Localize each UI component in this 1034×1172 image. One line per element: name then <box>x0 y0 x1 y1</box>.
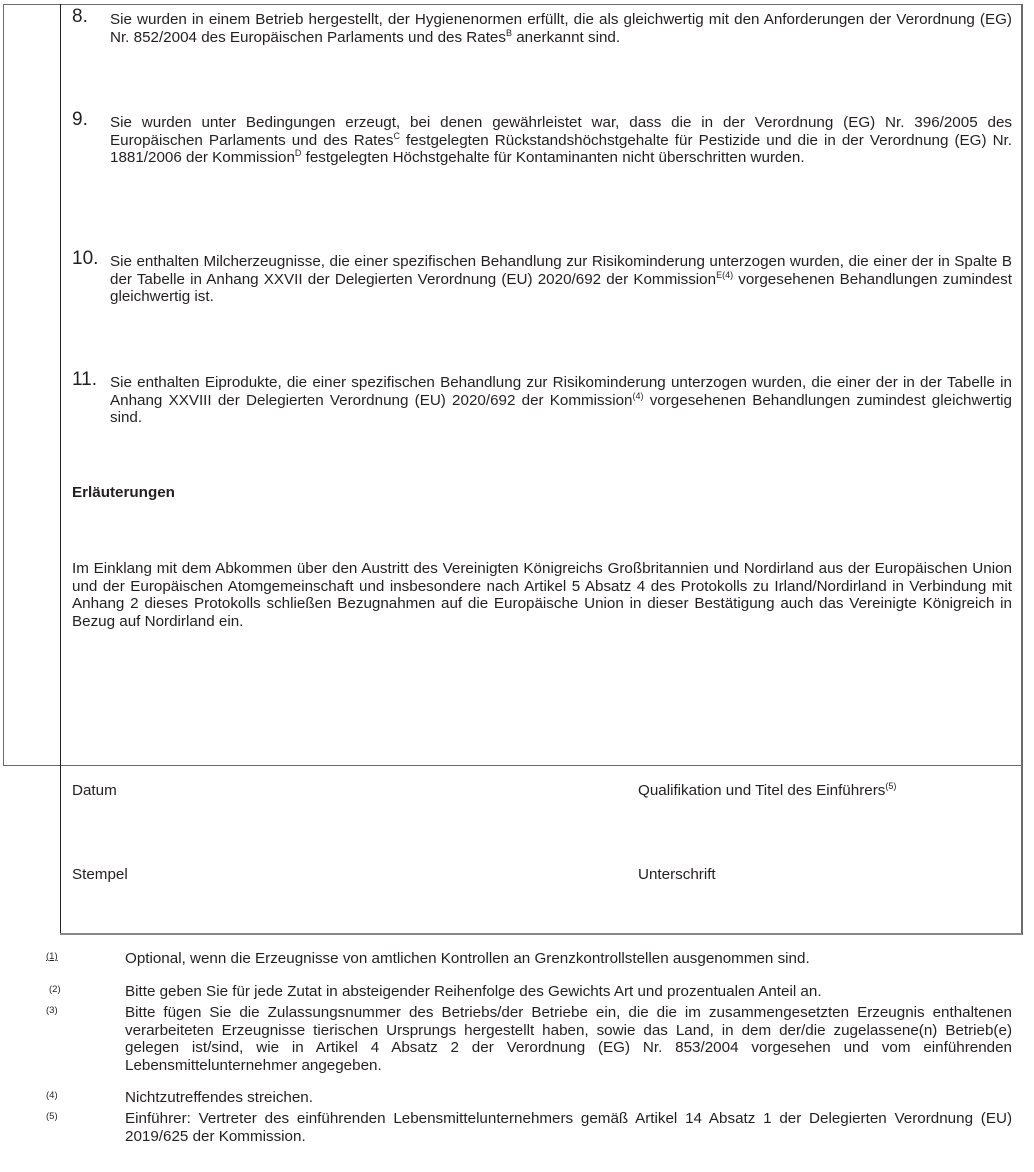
footnote-mark[interactable]: (1) <box>46 951 58 962</box>
item-text: Sie wurden in einem Betrieb hergestellt, der Hygienenormen erfüllt, die als gleichwertig mit den Anforderungen der Verordnung (EG) Nr. 852/2004 des Europäischen Parlaments und des Rates$^B$ anerkannt sind. <box>110 11 1012 46</box>
declaration-item-10 <box>72 248 1012 306</box>
footnote-mark: (3) <box>46 1005 58 1016</box>
item-number: 10. <box>72 248 99 269</box>
date-label: Datum <box>72 782 117 799</box>
footnote-mark: (4) <box>46 1090 58 1101</box>
declaration-item-9 <box>72 109 1012 167</box>
item-text: Sie wurden unter Bedingungen erzeugt, bei denen gewährleistet war, dass die in der Verordnung (EG) Nr. 396/2005 des Europäischen Parlaments und des Rates$^C$ festgelegten Rückstandshöchstgehalte für Pestizide und die in der Verordnung (EG) Nr. 1881/2006 der Kommission$^D$ festgelegten Höchstgehalte für Kontaminanten nicht überschritten wurden. <box>110 114 1012 166</box>
notes-heading: Erläuterungen <box>72 484 175 501</box>
stamp-label: Stempel <box>72 866 128 883</box>
notes-paragraph: Im Einklang mit dem Abkommen über den Austritt des Vereinigten Königreichs Großbritannien und Nordirland aus der Europäischen Union und der Europäischen Atomgemeinschaft und insbesondere nach Artikel 5 Absatz 4 des Protokolls zu Irland/Nordirland in Verbindung mit Anhang 2 dieses Protokolls schließen Bezugnahmen auf die Europäische Union in dieser Bestätigung auch das Vereinigte Königreich in Bezug auf Nordirland ein. <box>72 560 1012 630</box>
item-number: 11. <box>72 369 98 390</box>
item-text: Sie enthalten Eiprodukte, die einer spezifischen Behandlung zur Risikominderung unterzogen wurden, die einer der in der Tabelle in Anhang XXVIII der Delegierten Verordnung (EU) 2020/692 der Kommission$^{(4)}$ vorgesehenen Behandlungen zumindest gleichwertig sind. <box>110 374 1012 426</box>
signature-label: Unterschrift <box>638 866 716 883</box>
footnote-text: Bitte geben Sie für jede Zutat in absteigender Reihenfolge des Gewichts Art und prozentualen Anteil an. <box>125 983 822 1000</box>
declaration-item-8 <box>72 6 1012 46</box>
footnote-text: Bitte fügen Sie die Zulassungsnummer des Betriebs/der Betriebe ein, die die im zusammengesetzten Erzeugnis enthaltenen verarbeiteten Erzeugnisse tierischen Ursprungs hergestellt haben, sowie das Land, in dem der/die zugelassene(n) Betrieb(e) gelegen ist/sind, wie in Artikel 4 Absatz 2 der Verordnung (EG) Nr. 853/2004 vorgesehen und vom einführenden Lebensmittelunternehmer angegeben. <box>125 1004 1012 1074</box>
declaration-item-11 <box>72 369 1012 427</box>
footnote-mark: (2) <box>49 984 61 995</box>
footnote-mark: (5) <box>46 1111 58 1122</box>
footnote-text: Einführer: Vertreter des einführenden Lebensmittelunternehmers gemäß Artikel 14 Absatz 1 der Delegierten Verordnung (EU) 2019/625 der Kommission. <box>125 1110 1012 1145</box>
item-text: Sie enthalten Milcherzeugnisse, die einer spezifischen Behandlung zur Risikominderung unterzogen wurden, die einer der in Spalte B der Tabelle in Anhang XXVII der Delegierten Verordnung (EU) 2020/692 der Kommission$^{E(4)}$ vorgesehenen Behandlungen zumindest gleichwertig ist. <box>110 253 1012 305</box>
item-number: 8. <box>72 6 88 27</box>
item-number: 9. <box>72 109 88 130</box>
footnote-text: Optional, wenn die Erzeugnisse von amtlichen Kontrollen an Grenzkontrollstellen ausgenommen sind. <box>125 950 810 967</box>
qualification-label: Qualifikation und Titel des Einführers$^{(5)}$ <box>638 781 897 799</box>
footnote-text: Nichtzutreffendes streichen. <box>125 1089 313 1106</box>
